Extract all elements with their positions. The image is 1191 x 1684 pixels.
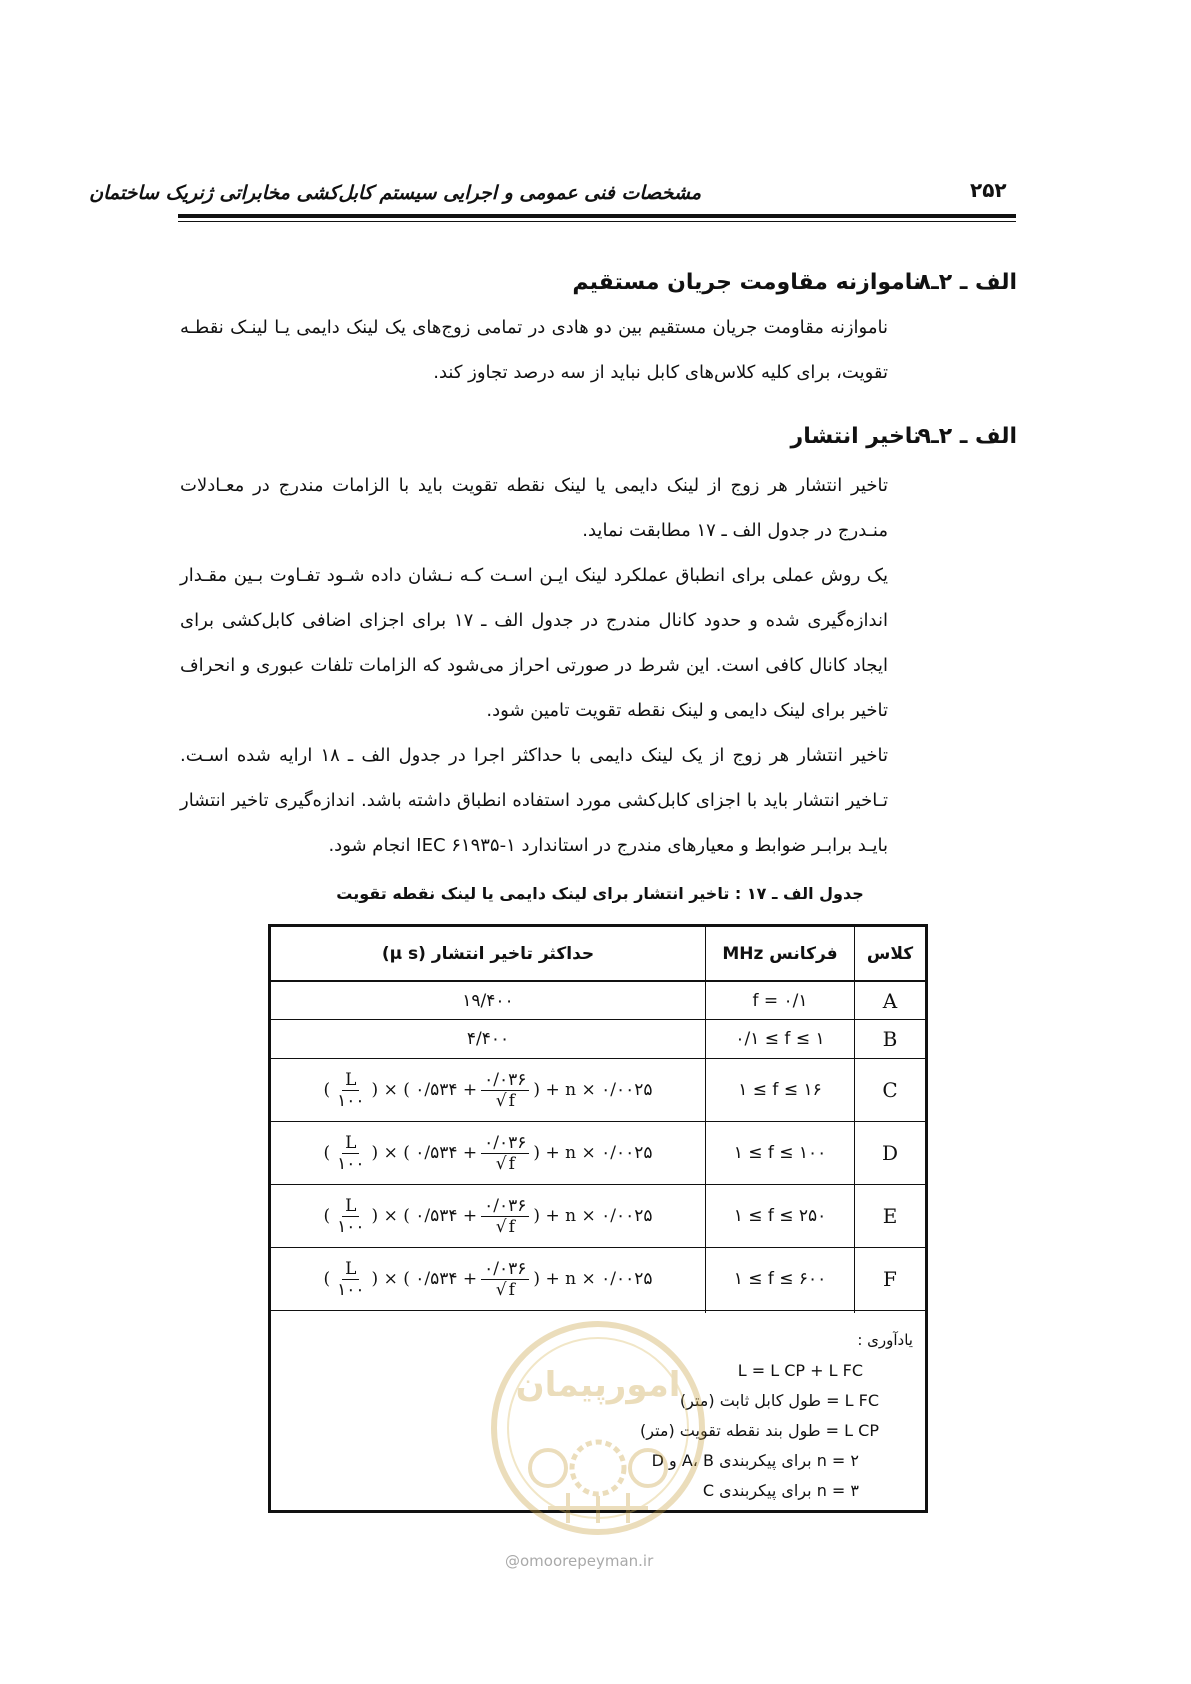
cell-frequency: f = ۰/۱ bbox=[752, 990, 808, 1011]
formula-f: f bbox=[508, 1216, 515, 1237]
formula-sqrt-fraction bbox=[481, 1196, 529, 1237]
formula-term: ) × ( ۰/۵۳۴ + bbox=[371, 1206, 478, 1226]
grid-icon bbox=[548, 1493, 648, 1523]
cell-frequency: ۰/۱ ≤ f ≤ ۱ bbox=[735, 1029, 825, 1049]
section-number: الف ـ ۲ـ۸ bbox=[917, 270, 1017, 295]
formula-hundred: ۱۰۰ bbox=[337, 1279, 365, 1300]
watermark-url-text: omoorepeyman.ir bbox=[520, 1552, 654, 1570]
formula-paren: ( bbox=[323, 1143, 331, 1163]
cell-class: C bbox=[882, 1078, 898, 1102]
formula-sqrt-fraction bbox=[481, 1070, 529, 1111]
cell-class: B bbox=[882, 1027, 898, 1051]
cell-value: ۱۹/۴۰۰ bbox=[462, 990, 514, 1011]
running-header-title: مشخصات فنی عمومی و اجرایی سیستم کابل‌کشی مخابراتی ژنریک ساختمان bbox=[89, 182, 701, 204]
formula-L: L bbox=[342, 1133, 359, 1154]
delay-formula bbox=[323, 1196, 652, 1237]
formula-numerator: ۰/۰۳۶ bbox=[481, 1070, 529, 1091]
formula-tail: ) + n × ۰/۰۰۲۵ bbox=[533, 1080, 653, 1100]
building-icon bbox=[630, 1450, 666, 1486]
cell-frequency: ۱ ≤ f ≤ ۱۶ bbox=[738, 1080, 822, 1100]
formula-sqrt-fraction bbox=[481, 1259, 529, 1300]
formula-length-fraction bbox=[334, 1259, 367, 1300]
formula-f: f bbox=[508, 1279, 515, 1300]
paragraph: تاخیر انتشار هر زوج از یک لینک دایمی با حداکثر اجرا در جدول الف ـ ۱۸ ارایه شده اسـت. تـاخیر انتشار باید با اجزای کابل‌کشی مورد استفاده انطباق داشته باشد. اندازه‌گیری تاخیر انتشار بایـد برابـر ضوابط و معیارهای مندرج در استاندارد IEC ۶۱۹۳۵-۱ انجام شود. bbox=[180, 745, 888, 856]
cell-class: F bbox=[883, 1267, 897, 1291]
formula-sqrt: √ f bbox=[495, 1090, 515, 1111]
formula-L: L bbox=[342, 1196, 359, 1217]
notes-line: n = ۳ برای پیکربندی C bbox=[702, 1481, 859, 1500]
paragraph: یک روش عملی برای انطباق عملکرد لینک ایـن اسـت کـه نـشان داده شـود تفـاوت بـین مقـدار اندازه‌گیری شده و حدود کانال مندرج در جدول الف ـ ۱۷ برای اجزای اضافی کابل‌کشی برای ایجاد کانال کافی است. این شرط در صورتی احراز می‌شود که الزامات تلفات عبوری و انحراف تاخیر برای لینک دایمی و لینک نقطه تقویت تامین شود. bbox=[180, 565, 888, 721]
formula-tail: ) + n × ۰/۰۰۲۵ bbox=[533, 1206, 653, 1226]
cell-formula bbox=[271, 1185, 705, 1247]
paragraph: تاخیر انتشار هر زوج از لینک دایمی یا لینک نقطه تقویت باید با الزامات مندرج در معـادلات منـدرج در جدول الف ـ ۱۷ مطابقت نماید. bbox=[180, 475, 888, 541]
cell-formula bbox=[271, 1059, 705, 1121]
cell-value: ۴/۴۰۰ bbox=[466, 1029, 510, 1049]
section-heading bbox=[791, 424, 1017, 449]
formula-sqrt-fraction bbox=[481, 1133, 529, 1174]
row-divider bbox=[271, 1310, 925, 1311]
formula-sqrt: √ f bbox=[495, 1153, 515, 1174]
formula-numerator: ۰/۰۳۶ bbox=[481, 1133, 529, 1154]
cell-formula bbox=[271, 1122, 705, 1184]
formula-sqrt: √ f bbox=[495, 1216, 515, 1237]
formula-L: L bbox=[342, 1259, 359, 1280]
header-max-delay: حداکثر تاخیر انتشار (µ s) bbox=[381, 943, 595, 964]
delay-formula bbox=[323, 1133, 652, 1174]
formula-term: ) × ( ۰/۵۳۴ + bbox=[371, 1143, 478, 1163]
formula-paren: ( bbox=[323, 1080, 331, 1100]
gear-icon bbox=[572, 1442, 624, 1494]
formula-L: L bbox=[342, 1070, 359, 1091]
cell-class: A bbox=[882, 988, 898, 1013]
paragraph: ناموازنه مقاومت جریان مستقیم بین دو هادی در تمامی زوج‌های یک لینک دایمی یـا لینـک نقطـه تقویت، برای کلیه کلاس‌های کابل نباید از سه درصد تجاوز کند. bbox=[180, 317, 888, 383]
watermark-logo bbox=[488, 1318, 708, 1538]
formula-hundred: ۱۰۰ bbox=[337, 1216, 365, 1237]
watermark-logo-text: امورپیمان bbox=[515, 1365, 681, 1405]
notes-line: L = L CP + L FC bbox=[737, 1361, 863, 1380]
notes-line: L CP = طول بند نقطه تقویت (متر) bbox=[640, 1421, 879, 1440]
table-caption: جدول الف ـ ۱۷ : تاخیر انتشار برای لینک دایمی یا لینک نقطه تقویت bbox=[336, 884, 864, 903]
formula-sqrt: √ f bbox=[495, 1279, 515, 1300]
section-title: ناموازنه مقاومت جریان مستقیم bbox=[572, 270, 922, 295]
header-frequency: فرکانس MHz bbox=[722, 943, 838, 964]
cell-frequency: ۱ ≤ f ≤ ۲۵۰ bbox=[733, 1206, 827, 1226]
formula-paren: ( bbox=[323, 1206, 331, 1226]
formula-hundred: ۱۰۰ bbox=[337, 1090, 365, 1111]
formula-numerator: ۰/۰۳۶ bbox=[481, 1259, 529, 1280]
formula-paren: ( bbox=[323, 1269, 331, 1289]
header-rule bbox=[178, 214, 1016, 218]
formula-term: ) × ( ۰/۵۳۴ + bbox=[371, 1269, 478, 1289]
formula-term: ) × ( ۰/۵۳۴ + bbox=[371, 1080, 478, 1100]
delay-formula bbox=[323, 1259, 652, 1300]
formula-numerator: ۰/۰۳۶ bbox=[481, 1196, 529, 1217]
cell-class: E bbox=[882, 1204, 898, 1228]
notes-title: یادآوری : bbox=[857, 1331, 913, 1349]
delay-formula bbox=[323, 1070, 652, 1111]
formula-length-fraction bbox=[334, 1133, 367, 1174]
formula-hundred: ۱۰۰ bbox=[337, 1153, 365, 1174]
notes-line: n = ۲ برای پیکربندی A، B و D bbox=[651, 1451, 859, 1470]
formula-length-fraction bbox=[334, 1196, 367, 1237]
formula-tail: ) + n × ۰/۰۰۲۵ bbox=[533, 1143, 653, 1163]
formula-f: f bbox=[508, 1090, 515, 1111]
watermark-url: @omoorepeyman.ir bbox=[505, 1552, 654, 1570]
formula-length-fraction bbox=[334, 1070, 367, 1111]
cell-class: D bbox=[881, 1141, 899, 1165]
scale-icon bbox=[530, 1450, 566, 1486]
cell-frequency: ۱ ≤ f ≤ ۶۰۰ bbox=[733, 1269, 827, 1289]
formula-tail: ) + n × ۰/۰۰۲۵ bbox=[533, 1269, 653, 1289]
header-rule-thin bbox=[178, 221, 1016, 222]
section-number: الف ـ ۲ـ۹ bbox=[917, 424, 1017, 449]
formula-f: f bbox=[508, 1153, 515, 1174]
notes-line: L FC = طول کابل ثابت (متر) bbox=[679, 1391, 879, 1410]
section-heading bbox=[572, 270, 1017, 295]
cell-formula bbox=[271, 1248, 705, 1310]
page-number: ۲۵۲ bbox=[970, 178, 1007, 202]
section-title: تاخیر انتشار bbox=[790, 424, 922, 449]
header-class: کلاس bbox=[866, 943, 914, 964]
cell-frequency: ۱ ≤ f ≤ ۱۰۰ bbox=[733, 1143, 827, 1163]
